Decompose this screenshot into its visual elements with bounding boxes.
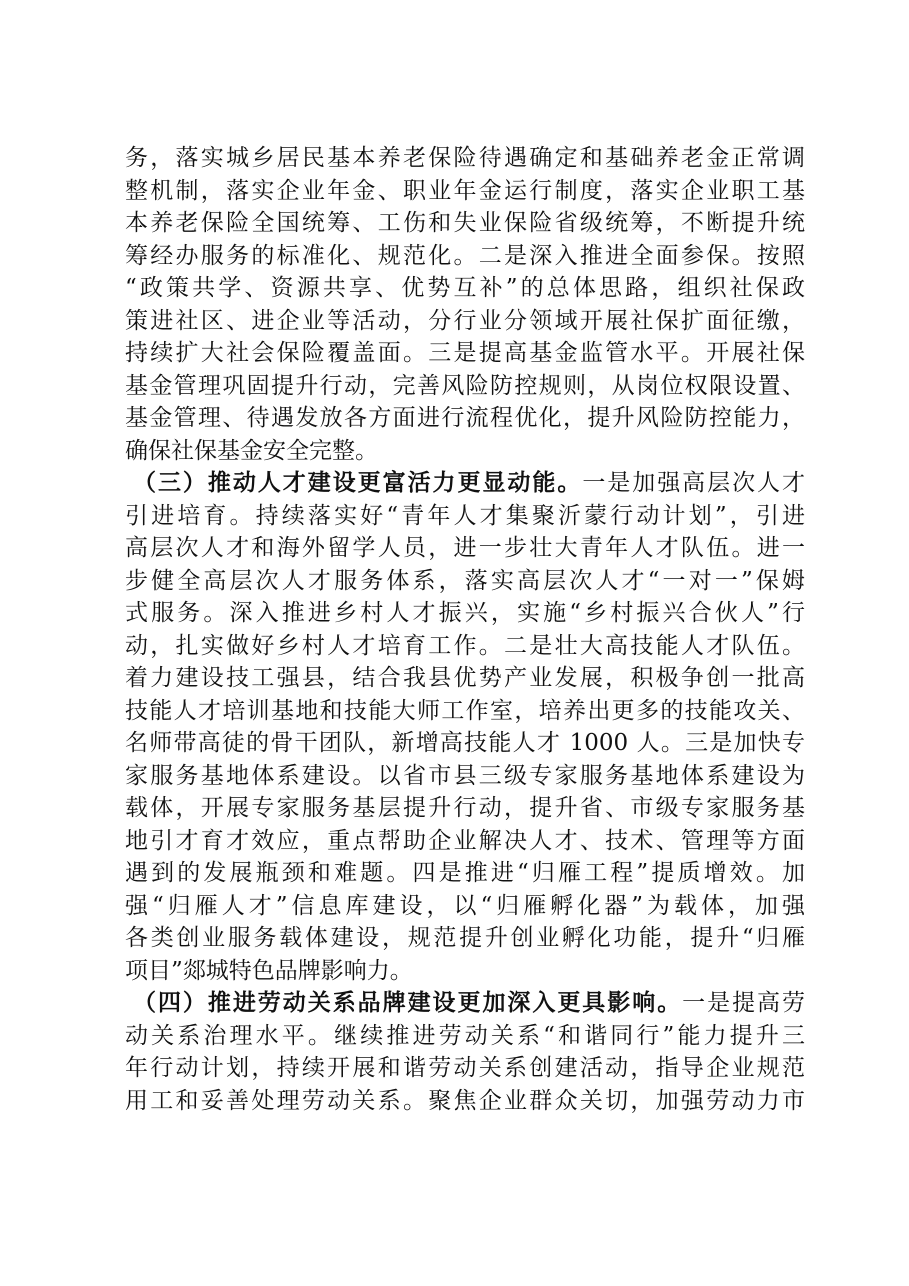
text-line (125, 240, 805, 273)
text-line (125, 1085, 805, 1118)
text-line (125, 175, 805, 208)
text-line (125, 727, 805, 760)
text-line (125, 760, 805, 793)
text-line (125, 955, 805, 988)
text-line (125, 272, 805, 305)
text-line (125, 792, 805, 825)
line-text: 强“归雁人才”信息库建设，以“归雁孵化器”为载体，加强 (125, 892, 805, 919)
text-line (125, 370, 805, 403)
section-heading: （四）推进劳动关系品牌建设更加深入更具影响。 (133, 989, 683, 1016)
line-text: 高层次人才和海外留学人员，进一步壮大青年人才队伍。进一 (125, 535, 805, 561)
text-line (125, 402, 805, 435)
line-text: 年行动计划，持续开展和谐劳动关系创建活动，指导企业规范 (125, 1055, 805, 1081)
line-text: 基金管理、待遇发放各方面进行流程优化，提升风险防控能力， (125, 405, 805, 431)
line-text: 用工和妥善处理劳动关系。聚焦企业群众关切，加强劳动力市 (125, 1087, 805, 1114)
line-text: 载体，开展专家服务基层提升行动，提升省、市级专家服务基 (125, 795, 805, 821)
section-heading: （三）推动人才建设更富活力更显动能。 (133, 469, 583, 496)
line-text: “政策共学、资源共享、优势互补”的总体思路，组织社保政 (125, 275, 805, 301)
text-line (125, 1020, 805, 1053)
line-text: 一是加强高层次人才 (582, 470, 806, 496)
line-text: 策进社区、进企业等活动，分行业分领域开展社保扩面征缴， (125, 307, 805, 334)
text-line (125, 597, 805, 630)
text-line (125, 337, 805, 370)
text-line (125, 922, 805, 955)
line-text: 名师带高徒的骨干团队，新增高技能人才 1000 人。三是加快专 (125, 730, 805, 756)
line-text: 持续扩大社会保险覆盖面。三是提高基金监管水平。开展社保 (125, 340, 805, 366)
text-line (125, 987, 805, 1020)
text-line (125, 1052, 805, 1085)
line-text: 一是提高劳 (682, 990, 806, 1016)
text-line (125, 662, 805, 695)
text-line (125, 532, 805, 565)
text-line (125, 890, 805, 923)
line-text: 本养老保险全国统筹、工伤和失业保险省级统筹，不断提升统 (125, 210, 805, 236)
text-line (125, 435, 805, 468)
line-text: 着力建设技工强县，结合我县优势产业发展，积极争创一批高 (125, 665, 805, 691)
body-text (125, 142, 805, 1117)
line-text: 整机制，落实企业年金、职业年金运行制度，落实企业职工基 (125, 177, 805, 204)
line-text: 动，扎实做好乡村人才培育工作。二是壮大高技能人才队伍。 (125, 632, 805, 659)
text-line (125, 825, 805, 858)
line-text: 引进培育。持续落实好“青年人才集聚沂蒙行动计划”，引进 (125, 502, 805, 529)
line-text: 技能人才培训基地和技能大师工作室，培养出更多的技能攻关、 (125, 697, 805, 724)
text-line (125, 142, 805, 175)
text-line (125, 467, 805, 500)
text-line (125, 857, 805, 890)
line-text: 家服务基地体系建设。以省市县三级专家服务基地体系建设为 (125, 762, 805, 789)
line-text: 基金管理巩固提升行动，完善风险防控规则，从岗位权限设置、 (125, 372, 805, 399)
line-text: 动关系治理水平。继续推进劳动关系“和谐同行”能力提升三 (125, 1022, 805, 1049)
line-text: 各类创业服务载体建设，规范提升创业孵化功能，提升“归雁 (125, 925, 805, 951)
line-text: 确保社保基金安全完整。 (125, 437, 378, 464)
line-text: 务，落实城乡居民基本养老保险待遇确定和基础养老金正常调 (125, 145, 805, 171)
line-text: 地引才育才效应，重点帮助企业解决人才、技术、管理等方面 (125, 827, 805, 854)
text-line (125, 305, 805, 338)
text-line (125, 695, 805, 728)
text-line (125, 565, 805, 598)
line-text: 项目”郯城特色品牌影响力。 (125, 957, 413, 984)
line-text: 筹经办服务的标准化、规范化。二是深入推进全面参保。按照 (125, 242, 805, 269)
line-text: 遇到的发展瓶颈和难题。四是推进“归雁工程”提质增效。加 (125, 860, 805, 886)
text-line (125, 500, 805, 533)
line-text: 步健全高层次人才服务体系，落实高层次人才“一对一”保姆 (125, 567, 805, 594)
text-line (125, 207, 805, 240)
line-text: 式服务。深入推进乡村人才振兴，实施“乡村振兴合伙人”行 (125, 600, 805, 626)
text-line (125, 630, 805, 663)
